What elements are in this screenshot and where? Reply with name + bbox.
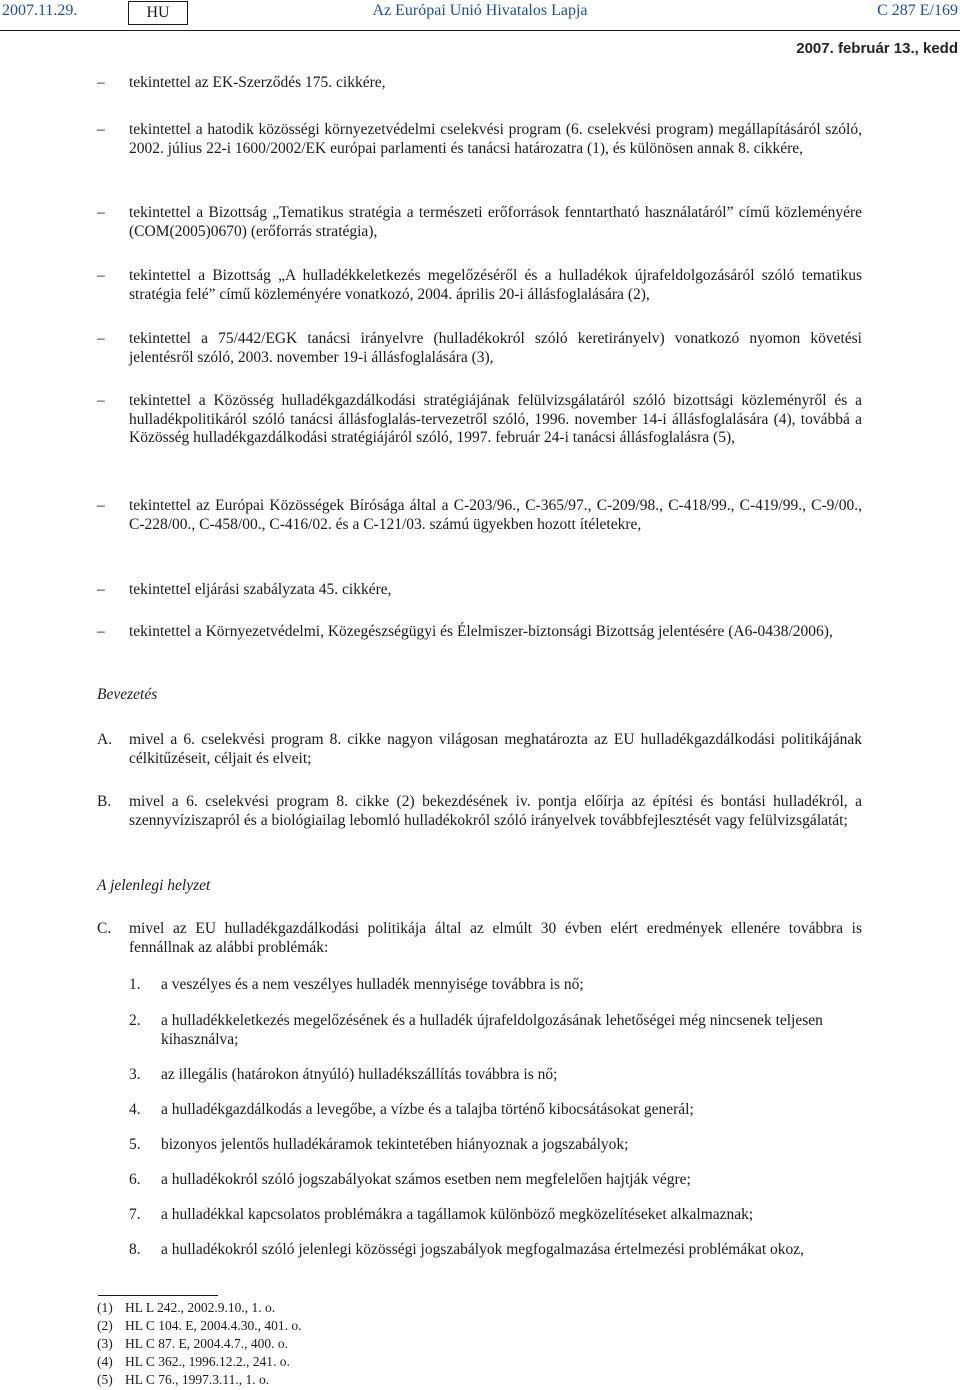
consideration-text: tekintettel az Európai Közösségek Bírósága által a C-203/96., C-365/97., C-209/98., C-418/99., C-419/99., C-9/00., C-228/00., C-458/00., C-416/02. és a C-121/03. számú ügyekben hozott ítéletekre, <box>129 497 862 533</box>
problem-text: a hulladékgazdálkodás a levegőbe, a vízbe és a talajba történő kibocsátásokat generál; <box>161 1101 694 1118</box>
footnote-text: HL C 87. E, 2004.4.7., 400. o. <box>125 1336 288 1351</box>
footnote-number: (5) <box>97 1372 113 1387</box>
recital-text: mivel az EU hulladékgazdálkodási politikája által az elmúlt 30 évben elért eredmények ellenére továbbra is fennállnak az alábbi problémák: <box>129 920 862 956</box>
problem-number: 5. <box>129 1136 141 1153</box>
footnote-text: HL L 242., 2002.9.10., 1. o. <box>125 1300 276 1315</box>
problem-number: 1. <box>129 976 141 993</box>
footnote <box>97 1336 288 1352</box>
problem-number: 7. <box>129 1206 141 1223</box>
problem-number: 6. <box>129 1171 141 1188</box>
dash-marker: – <box>97 392 105 409</box>
footnote <box>97 1300 275 1316</box>
consideration-text: tekintettel a hatodik közösségi környezetvédelmi cselekvési program (6. cselekvési program) megállapításáról szóló, 2002. július 22-i 1600/2002/EK európai parlamenti és tanácsi határozatra (1), és különösen annak 8. cikkére, <box>129 121 862 157</box>
footnote-number: (2) <box>97 1318 113 1333</box>
dash-marker: – <box>97 330 105 347</box>
footnote-number: (4) <box>97 1354 113 1369</box>
consideration-text: tekintettel a Közösség hulladékgazdálkodási stratégiájának felülvizsgálatáról szóló bizottsági közleményről és a hulladékpolitikáról szóló tanácsi állásfoglalás-tervezetről szóló, 1996. november 14-i állásfoglalására (4), továbbá a Közösség hulladékgazdálkodási stratégiájáról szóló, 1997. február 24-i tanácsi állásfoglalásra (5), <box>129 392 862 446</box>
section-heading-intro: Bevezetés <box>97 686 158 703</box>
problem-text: a hulladékokról szóló jogszabályokat számos esetben nem megfelelően hajtják végre; <box>161 1171 691 1188</box>
footnote-rule <box>98 1295 218 1296</box>
problem-number: 3. <box>129 1066 141 1083</box>
footnote <box>97 1318 302 1334</box>
problem-text: az illegális (határokon átnyúló) hulladékszállítás továbbra is nő; <box>161 1066 558 1083</box>
footnote <box>97 1372 269 1388</box>
dash-marker: – <box>97 204 105 221</box>
footnote-text: HL C 362., 1996.12.2., 241. o. <box>125 1354 290 1369</box>
recital-marker: B. <box>97 793 112 810</box>
problem-number: 4. <box>129 1101 141 1118</box>
dash-marker: – <box>97 121 105 138</box>
dash-marker: – <box>97 267 105 284</box>
problem-number: 8. <box>129 1241 141 1258</box>
dash-marker: – <box>97 74 105 91</box>
footnote-number: (1) <box>97 1300 113 1315</box>
consideration-text: tekintettel eljárási szabályzata 45. cikkére, <box>129 581 392 598</box>
section-heading-current: A jelenlegi helyzet <box>97 877 211 894</box>
dash-marker: – <box>97 497 105 514</box>
header-rule <box>0 30 960 31</box>
problem-number: 2. <box>129 1012 141 1029</box>
session-date: 2007. február 13., kedd <box>796 40 958 57</box>
consideration-text: tekintettel az EK-Szerződés 175. cikkére, <box>129 74 386 91</box>
recital-marker: A. <box>97 731 113 748</box>
footnote-text: HL C 76., 1997.3.11., 1. o. <box>125 1372 270 1387</box>
consideration-text: tekintettel a Környezetvédelmi, Közegészségügyi és Élelmiszer-biztonsági Bizottság jelentésére (A6-0438/2006), <box>129 623 833 640</box>
problem-text: a hulladékkal kapcsolatos problémákra a tagállamok különböző megközelítéseket alkalmaznak; <box>161 1206 754 1223</box>
recital-text: mivel a 6. cselekvési program 8. cikke nagyon világosan meghatározta az EU hulladékgazdálkodási politikájának célkitűzéseit, céljait és elveit; <box>129 731 862 767</box>
publication-date: 2007.11.29. <box>2 2 78 19</box>
recital-text: mivel a 6. cselekvési program 8. cikke (2) bekezdésének iv. pontja előírja az építési és bontási hulladékról, a szennyvíziszapról és a biológiailag lebomló hulladékokról szóló irányelvek továbbfejlesztését vagy felülvizsgálatát; <box>129 793 862 829</box>
footnote-text: HL C 104. E, 2004.4.30., 401. o. <box>125 1318 302 1333</box>
dash-marker: – <box>97 581 105 598</box>
problem-text: bizonyos jelentős hulladékáramok tekintetében hiányoznak a jogszabályok; <box>161 1136 629 1153</box>
journal-reference: C 287 E/169 <box>877 2 958 19</box>
consideration-text: tekintettel a Bizottság „A hulladékkeletkezés megelőzéséről és a hulladékok újrafeldolgozásáról szóló tematikus stratégia felé” című közleményére vonatkozó, 2004. április 20-i állásfoglalására (2), <box>129 267 862 303</box>
problem-text: a hulladékkeletkezés megelőzésének és a hulladék újrafeldolgozásának lehetőségei még nincsenek teljesen kihasználva; <box>161 1012 823 1048</box>
problem-text: a hulladékokról szóló jelenlegi közösségi jogszabályok megfogalmazása értelmezési problémákat okoz, <box>161 1241 805 1258</box>
consideration-text: tekintettel a 75/442/EGK tanácsi irányelvre (hulladékokról szóló keretirányelv) vonatkozó nyomon követési jelentésről szóló, 2003. november 19-i állásfoglalására (3), <box>129 330 862 366</box>
problem-text: a veszélyes és a nem veszélyes hulladék mennyisége továbbra is nő; <box>161 976 584 993</box>
dash-marker: – <box>97 623 105 640</box>
recital-marker: C. <box>97 920 112 937</box>
consideration-text: tekintettel a Bizottság „Tematikus stratégia a természeti erőforrások fenntartható használatáról” című közleményére (COM(2005)0670) (erőforrás stratégia), <box>129 204 862 240</box>
journal-title: Az Európai Unió Hivatalos Lapja <box>372 2 588 19</box>
footnote <box>97 1354 290 1370</box>
footnote-number: (3) <box>97 1336 113 1351</box>
page-header <box>0 2 960 26</box>
language-code-box: HU <box>128 1 188 25</box>
